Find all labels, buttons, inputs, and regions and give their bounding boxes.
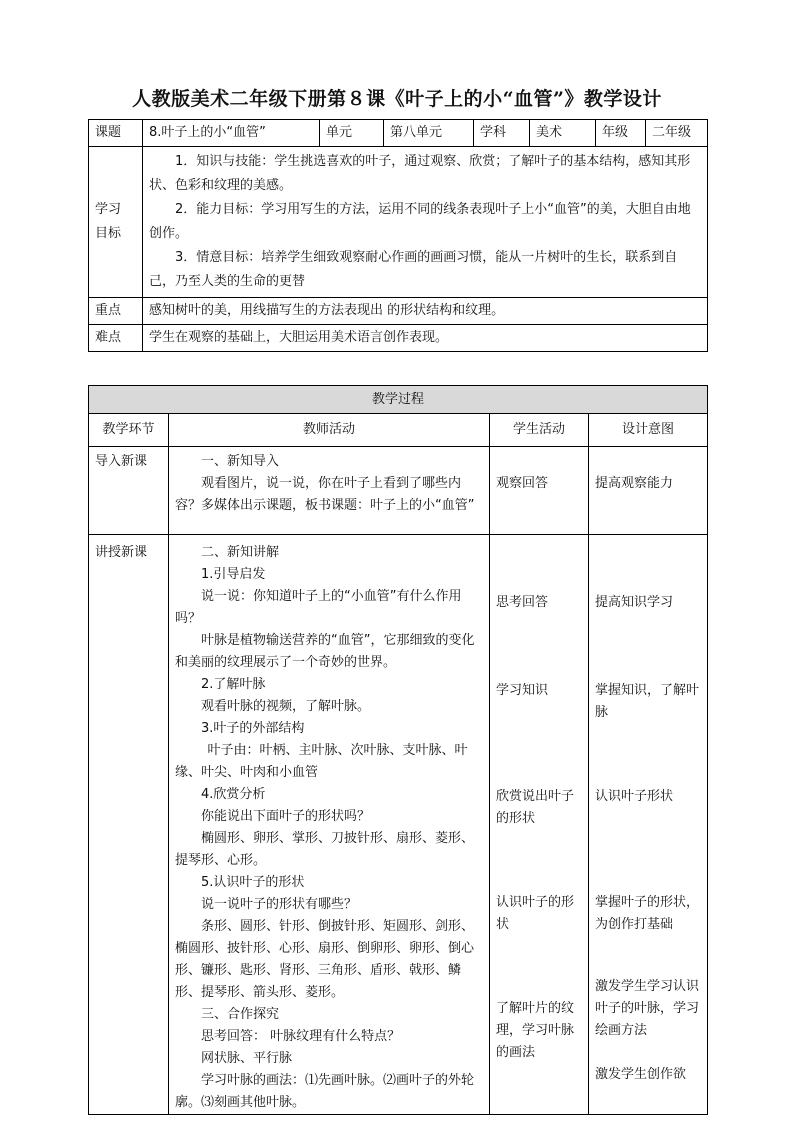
stage-lecture: 讲授新课: [89, 535, 169, 1115]
student-activity: 学习知识: [496, 683, 549, 698]
table-row: [89, 535, 708, 1115]
intent-intro: 提高观察能力: [589, 447, 708, 535]
goal-item: 2．能力目标：学习用写生的方法，运用不同的线条表现叶子上小“血管”的美，大胆自由地创作。: [149, 202, 691, 241]
student-activity: 思考回答: [496, 595, 549, 610]
grade-label: 年级: [596, 120, 646, 147]
header-teacher: 教师活动: [169, 414, 490, 447]
goal-item: 3．情意目标：培养学生细致观察耐心作画的画画习惯，能从一片树叶的生长，联系到自己，乃至人类的生命的更替: [149, 250, 678, 289]
student-activity: 了解叶片的纹理，学习叶脉的画法: [496, 1001, 575, 1060]
goal-item: 1．知识与技能：学生挑选喜欢的叶子，通过观察、欣赏；了解叶子的基本结构，感知其形状、色彩和纹理的美感。: [149, 154, 691, 193]
design-intent: 提高知识学习: [595, 595, 674, 610]
teacher-intro: 一、新知导入 观看图片，说一说，你在叶子上看到了哪些内容？多媒体出示课题，板书课题：叶子上的小“血管”: [169, 447, 490, 535]
goals-label: 学习目标: [89, 147, 143, 298]
stage-intro: 导入新课: [89, 447, 169, 535]
process-section-title: 教学过程: [89, 386, 708, 414]
student-activity: 认识叶子的形状: [496, 895, 575, 932]
design-intent: 激发学生学习认识叶子的叶脉，学习绘画方法: [595, 979, 700, 1038]
grade-value: 二年级: [646, 120, 708, 147]
intent-lecture: [589, 535, 708, 1115]
difficulty-text: 学生在观察的基础上，大胆运用美术语言创作表现。: [143, 325, 708, 352]
subject-value: 美术: [530, 120, 596, 147]
unit-value: 第八单元: [384, 120, 474, 147]
student-intro: 观察回答: [490, 447, 589, 535]
header-intent: 设计意图: [589, 414, 708, 447]
key-point-text: 感知树叶的美，用线描写生的方法表现出 的形状结构和纹理。: [143, 298, 708, 325]
student-activity: 欣赏说出叶子的形状: [496, 789, 575, 826]
topic-value: 8.叶子上的小“血管”: [143, 120, 320, 147]
topic-label: 课题: [89, 120, 143, 147]
unit-label: 单元: [320, 120, 384, 147]
goals-content: [143, 147, 708, 298]
teaching-process-table: [88, 385, 708, 1115]
design-intent: 掌握叶子的形状，为创作打基础: [595, 895, 700, 932]
design-intent: 激发学生创作欲: [595, 1067, 687, 1082]
header-stage: 教学环节: [89, 414, 169, 447]
design-intent: 认识叶子形状: [595, 789, 674, 804]
table-row: [89, 447, 708, 535]
key-point-label: 重点: [89, 298, 143, 325]
difficulty-label: 难点: [89, 325, 143, 352]
teacher-lecture: 二、新知讲解 1.引导启发 说一说：你知道叶子上的“小血管”有什么作用吗？ 叶脉是植物输送营养的“血管”，它那细致的变化和美丽的纹理展示了一个奇妙的世界。 2.了解叶脉 观看叶脉的视频，了解叶脉。 3.叶子的外部结构 叶子由：叶柄、主叶脉、次叶脉、支叶脉、叶缘、叶尖、叶肉和小血管 4.欣赏分析 你能说出下面叶子的形状吗？ 椭圆形、卵形、掌形、刀披针形、扇形、菱形、提琴形、心形。 5.认识叶子的形状 说一说叶子的形状有哪些？ 条形、圆形、针形、倒披针形、矩圆形、剑形、椭圆形、披针形、心形、扇形、倒卵形、卵形、倒心形、镰形、匙形、肾形、三角形、盾形、戟形、鳞形、提琴形、箭头形、菱形。 三、合作探究 思考回答： 叶脉纹理有什么特点？ 网状脉、平行脉 学习叶脉的画法：⑴先画叶脉。⑵画叶子的外轮廓。⑶刻画其他叶脉。: [169, 535, 490, 1115]
student-lecture: [490, 535, 589, 1115]
header-student: 学生活动: [490, 414, 589, 447]
lesson-info-table: [88, 119, 708, 352]
document-title: 人教版美术二年级下册第８课《叶子上的小“血管”》教学设计: [132, 88, 662, 110]
subject-label: 学科: [474, 120, 530, 147]
design-intent: 掌握知识，了解叶脉: [595, 683, 700, 720]
